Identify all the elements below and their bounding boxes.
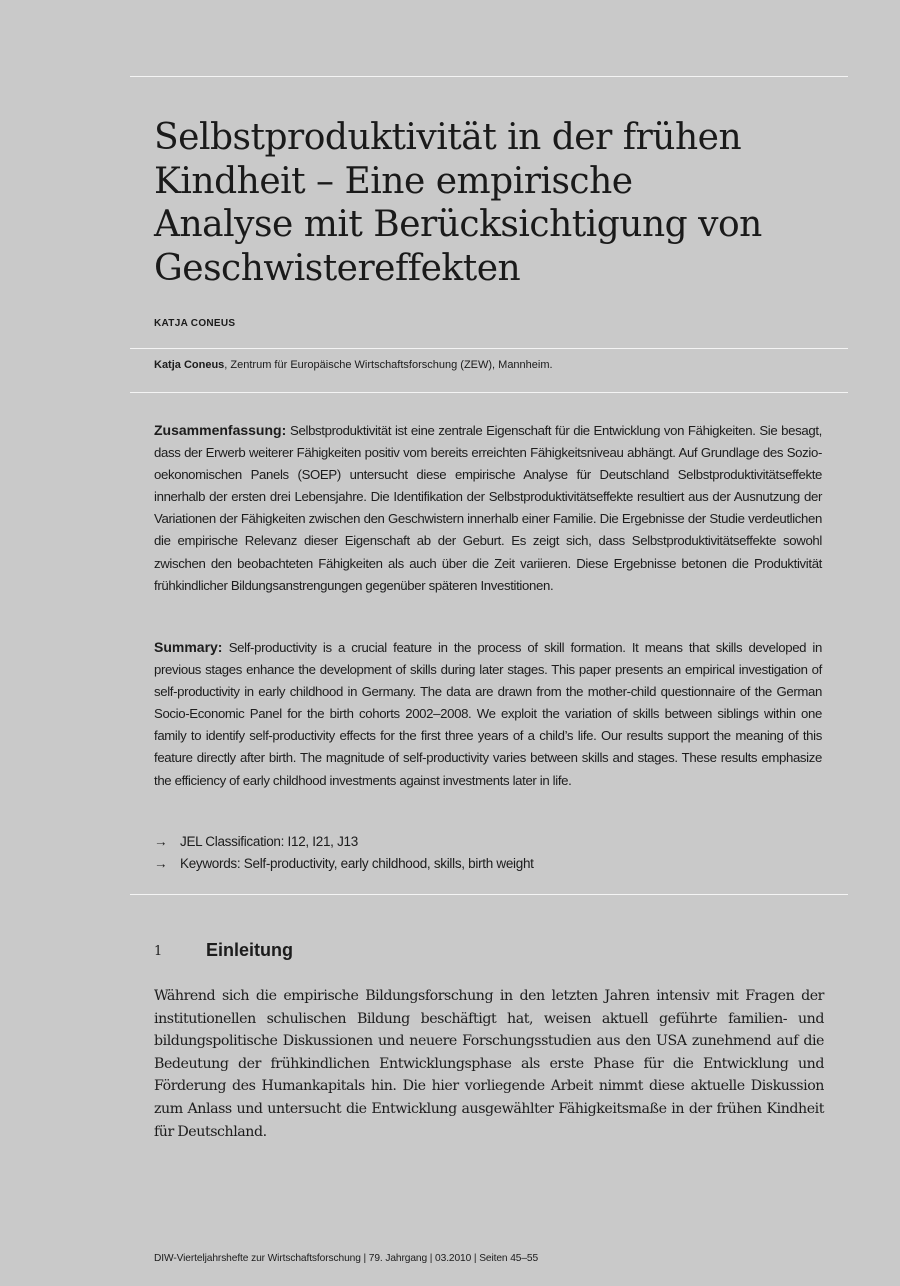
paper-title [154, 116, 844, 290]
author-rule [130, 348, 848, 349]
keywords [154, 856, 534, 871]
title-line: Geschwistereffekten [154, 247, 521, 289]
arrow-right-icon: → [154, 834, 168, 849]
abstract-german [154, 419, 822, 597]
abstract-english-heading: Summary: [154, 639, 223, 655]
affiliation-rule [130, 392, 848, 393]
section-number: 1 [154, 944, 163, 959]
affiliation-text: , Zentrum für Europäische Wirtschaftsforschung (ZEW), Mannheim. [224, 359, 553, 371]
keywords-text: Keywords: Self-productivity, early childhood, skills, birth weight [180, 856, 534, 871]
section-body: Während sich die empirische Bildungsforschung in den letzten Jahren intensiv mit Fragen der institutionellen schulischen Bildung beschäftigt hat, weisen aktuell geführte familien- und bildungspolitische Diskussionen und neuere Forschungsstudien aus den USA zunehmend auf die Bedeutung der frühkindlichen Entwicklungsphase als erste Phase für die Entwicklung und Förderung des Humankapitals hin. Die hier vorliegende Arbeit nimmt diese aktuelle Diskussion zum Anlass und untersucht die Entwicklung ausgewählter Fähigkeitsmaße in der frühen Kindheit für Deutschland. [154, 988, 824, 1140]
arrow-right-icon: → [154, 856, 168, 871]
abstract-english [154, 636, 822, 792]
affiliation-name: Katja Coneus [154, 359, 225, 371]
author-affiliation [154, 359, 553, 371]
abstract-english-text: Self-productivity is a crucial feature in the process of skill formation. It means that skills developed in previous stages enhance the development of skills during later stages. This paper presents an empirical investigation of self-productivity in early childhood in Germany. The data are drawn from the mother-child questionnaire of the German Socio-Economic Panel for the birth cohorts 2002–2008. We exploit the variation of skills between siblings within one family to identify self-productivity effects for the first three years of a child’s life. Our results support the meaning of this feature directly after birth. The magnitude of self-productivity varies between skills and stages. These results emphasize the efficiency of early childhood investments against investments later in life. [154, 640, 822, 788]
abstract-german-heading: Zusammenfassung: [154, 422, 287, 438]
top-rule [130, 76, 848, 77]
jel-text: JEL Classification: I12, I21, J13 [180, 834, 358, 849]
jel-classification [154, 834, 358, 849]
section-title: Einleitung [206, 940, 293, 960]
journal-footer: DIW-Vierteljahrshefte zur Wirtschaftsforschung | 79. Jahrgang | 03.2010 | Seiten 45–55 [154, 1253, 539, 1264]
title-line: Kindheit – Eine empirische [154, 160, 633, 202]
title-line: Analyse mit Berücksichtigung von [154, 204, 762, 245]
abstract-german-text: Selbstproduktivität ist eine zentrale Eigenschaft für die Entwicklung von Fähigkeiten. Sie besagt, dass der Erwerb weiterer Fähigkeiten positiv vom bereits erreichten Fähigkeitsniveau abhängt. Auf Grundlage des Sozio-oekonomischen Panels (SOEP) untersucht diese empirische Analyse für Deutschland Selbstproduktivitätseffekte innerhalb der ersten drei Lebensjahre. Die Identifikation der Selbstproduktivitätseffekte resultiert aus der Ausnutzung der Variationen der Fähigkeiten zwischen den Geschwistern innerhalb einer Familie. Die Ergebnisse der Studie verdeutlichen die empirische Relevanz dieser Eigenschaft ab der Geburt. Es zeigt sich, dass Selbstproduktivitätseffekte sowohl zwischen den beobachteten Fähigkeiten als auch über die Zeit variieren. Diese Ergebnisse betonen die Produktivität frühkindlicher Bildungsanstrengungen gegenüber späteren Investitionen. [154, 423, 822, 593]
author-name: KATJA CONEUS [154, 318, 236, 329]
abstract-rule [130, 894, 848, 895]
title-line: Selbstproduktivität in der frühen [154, 117, 742, 158]
